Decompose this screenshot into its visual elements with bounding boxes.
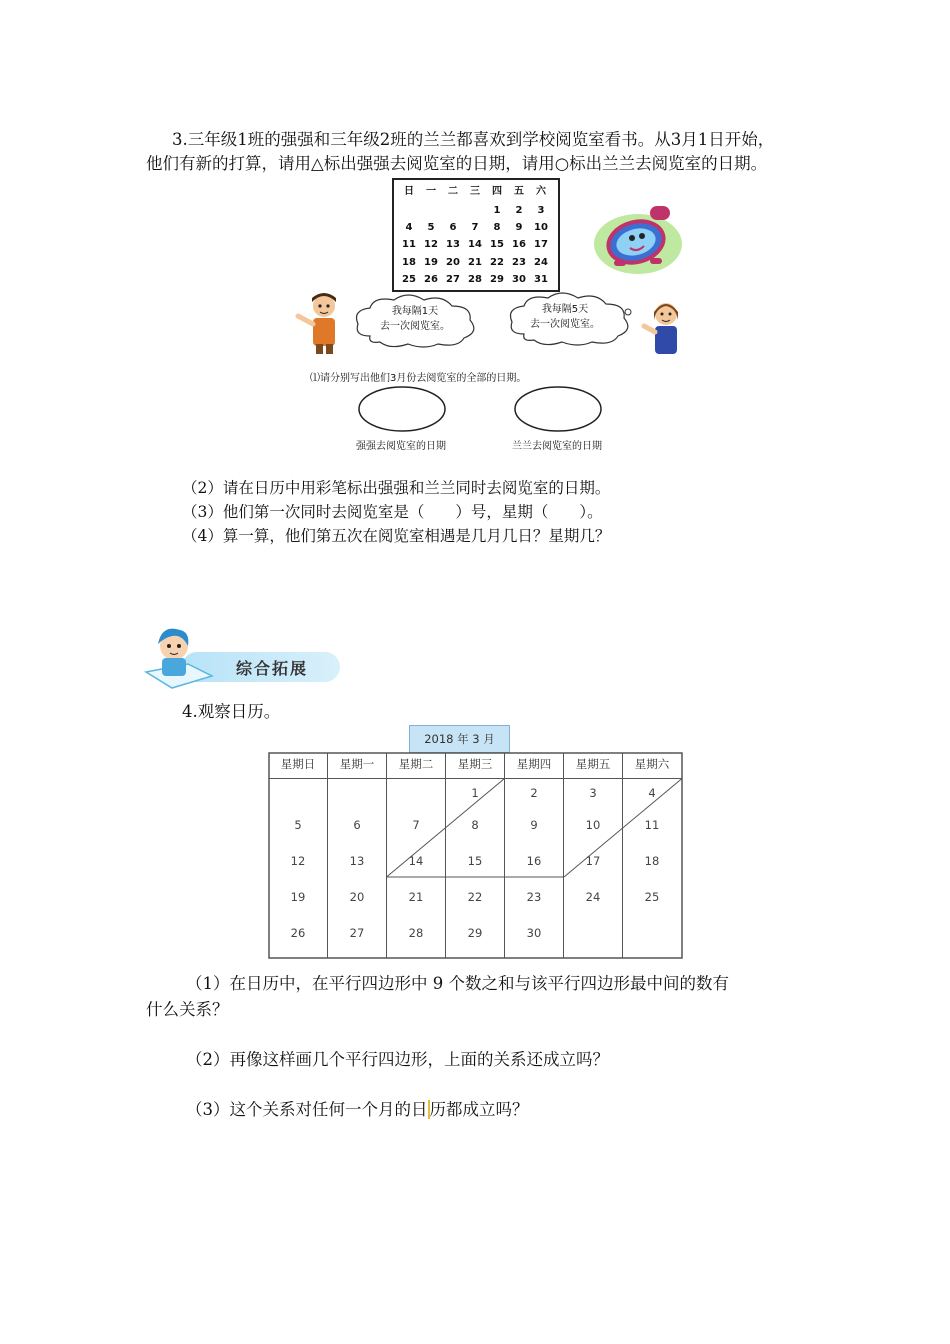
weekday-thu: 四 [492, 186, 502, 197]
calendar-date: 19 [290, 890, 306, 904]
q3-sub2: （2）请在日历中用彩笔标出强强和兰兰同时去阅览室的日期。 [182, 479, 611, 497]
q4-sub3-part-b: 历都成立吗？ [429, 1100, 529, 1119]
calendar-day-cell[interactable]: 5 [427, 222, 435, 234]
calendar-date: 27 [349, 926, 365, 940]
girl-bubble-line2: 去一次阅览室。 [530, 319, 600, 330]
calendar-day-cell[interactable]: 27 [446, 273, 460, 285]
calendar-day-cell[interactable]: 9 [515, 222, 523, 234]
calendar-date: 24 [585, 890, 601, 904]
girl-bubble-text [520, 302, 610, 332]
march-calendar-small [392, 178, 560, 292]
calendar-day-cell[interactable]: 3 [537, 205, 545, 216]
answer-ellipse-left[interactable] [356, 384, 448, 434]
calendar-day-cell[interactable]: 8 [493, 222, 501, 234]
calendar-day-cell[interactable]: 4 [405, 222, 413, 234]
calendar-day-cell[interactable]: 21 [468, 256, 482, 268]
weekday-wed: 三 [470, 186, 480, 197]
calendar-day-cell[interactable]: 1 [493, 205, 501, 216]
calendar-day-cell[interactable]: 11 [402, 239, 416, 251]
calendar-title-tab: 2018 年 3 月 [409, 725, 510, 753]
calendar-date: 8 [471, 818, 479, 832]
calendar-header-cell: 星期四 [516, 757, 552, 771]
calendar-day-cell[interactable] [420, 202, 442, 219]
q4-sub1-line1: （1）在日历中，在平行四边形中 9 个数之和与该平行四边形最中间的数有 [186, 974, 729, 993]
calendar-date: 28 [408, 926, 424, 940]
boy-bubble-text [370, 304, 460, 334]
calendar-header-cell: 星期五 [575, 757, 611, 771]
calendar-date: 30 [526, 926, 542, 940]
calendar-day-cell[interactable]: 7 [471, 222, 479, 234]
calendar-day-cell[interactable]: 18 [402, 256, 416, 268]
calendar-date: 5 [294, 818, 302, 832]
answer-ellipse-right[interactable] [512, 384, 604, 434]
ellipse-right-label: 兰兰去阅览室的日期 [512, 441, 602, 452]
boy-illustration [292, 290, 350, 354]
calendar-day-cell[interactable]: 19 [424, 256, 438, 268]
calendar-day-cell[interactable]: 6 [449, 222, 457, 234]
calendar-date: 14 [408, 854, 424, 868]
calendar-date: 10 [585, 818, 601, 832]
q3-sub3: （3）他们第一次同时去阅览室是（ ）号，星期（ ）。 [182, 503, 603, 521]
calendar-date: 29 [467, 926, 483, 940]
calendar-day-cell[interactable]: 26 [424, 273, 438, 285]
calendar-week-row [394, 202, 562, 219]
q4-sub1-line2: 什么关系？ [146, 1000, 229, 1019]
march-2018-calendar [268, 752, 683, 959]
calendar-day-cell[interactable] [442, 202, 464, 219]
weekday-sun: 日 [404, 186, 414, 197]
calendar-week-row [394, 219, 562, 236]
calendar-day-cell[interactable]: 25 [402, 273, 416, 285]
ellipse-left-label: 强强去阅览室的日期 [356, 441, 446, 452]
calendar-date: 17 [585, 854, 601, 868]
calendar-date: 6 [353, 818, 361, 832]
weekday-tue: 二 [448, 186, 458, 197]
calendar-date: 26 [290, 926, 306, 940]
alarm-clock-illustration [592, 196, 684, 278]
calendar-day-cell[interactable]: 20 [446, 256, 460, 268]
q4-title: 4.观察日历。 [182, 702, 281, 721]
calendar-day-cell[interactable]: 16 [512, 239, 526, 251]
calendar-date: 13 [349, 854, 365, 868]
calendar-day-cell[interactable]: 23 [512, 256, 526, 268]
calendar-date: 25 [644, 890, 660, 904]
calendar-date: 20 [349, 890, 365, 904]
calendar-header-cell: 星期二 [398, 757, 434, 771]
calendar-day-cell[interactable]: 14 [468, 239, 482, 251]
calendar-header-cell: 星期六 [634, 757, 670, 771]
q3-line1: 3.三年级1班的强强和三年级2班的兰兰都喜欢到学校阅览室看书。从3月1日开始， [172, 130, 775, 149]
calendar-day-cell[interactable]: 29 [490, 273, 504, 285]
calendar-date: 1 [471, 786, 479, 800]
q4-sub3 [186, 1098, 529, 1122]
calendar-date: 9 [530, 818, 538, 832]
calendar-date: 7 [412, 818, 420, 832]
calendar-header-cell: 星期三 [457, 757, 493, 771]
q3-sub1: ⑴请分别写出他们3月份去阅览室的全部的日期。 [310, 373, 527, 384]
weekday-mon: 一 [426, 186, 436, 197]
calendar-day-cell[interactable]: 2 [515, 205, 523, 216]
q3-line2: 他们有新的打算，请用△标出强强去阅览室的日期，请用○标出兰兰去阅览室的日期。 [146, 154, 768, 173]
calendar-day-cell[interactable]: 28 [468, 273, 482, 285]
weekday-sat: 六 [536, 186, 546, 197]
calendar-day-cell[interactable]: 24 [534, 256, 548, 268]
calendar-date: 22 [467, 890, 483, 904]
calendar-day-cell[interactable]: 10 [534, 222, 548, 234]
calendar-header-row [394, 183, 562, 200]
calendar-day-cell[interactable]: 15 [490, 239, 504, 251]
boy-bubble-line2: 去一次阅览室。 [380, 321, 450, 332]
calendar-date: 12 [290, 854, 306, 868]
calendar-date: 23 [526, 890, 542, 904]
calendar-week-row [394, 271, 562, 288]
calendar-day-cell[interactable]: 22 [490, 256, 504, 268]
calendar-date: 16 [526, 854, 542, 868]
girl-illustration [640, 298, 692, 356]
calendar-date: 21 [408, 890, 424, 904]
q3-sub4: （4）算一算，他们第五次在阅览室相遇是几月几日？星期几？ [182, 527, 611, 545]
calendar-date: 2 [530, 786, 538, 800]
calendar-day-cell[interactable]: 17 [534, 239, 548, 251]
calendar-day-cell[interactable]: 31 [534, 273, 548, 285]
calendar-header-cell: 星期日 [280, 757, 316, 771]
girl-bubble-line1: 我每隔5天 [541, 304, 589, 315]
weekday-fri: 五 [514, 186, 524, 197]
calendar-date: 11 [644, 818, 660, 832]
q4-sub2: （2）再像这样画几个平行四边形，上面的关系还成立吗？ [186, 1050, 609, 1069]
calendar-week-row [394, 254, 562, 271]
calendar-day-cell[interactable]: 12 [424, 239, 438, 251]
calendar-header-cell: 星期一 [339, 757, 375, 771]
section-title: 综合拓展 [236, 659, 309, 678]
calendar-date: 15 [467, 854, 483, 868]
boy-bubble-line1: 我每隔1天 [391, 306, 439, 317]
q4-sub3-part-a: （3）这个关系对任何一个月的日 [186, 1100, 428, 1119]
calendar-date: 18 [644, 854, 660, 868]
calendar-date: 4 [648, 786, 656, 800]
calendar-week-row [394, 236, 562, 253]
calendar-day-cell[interactable] [464, 202, 486, 219]
calendar-day-cell[interactable] [398, 202, 420, 219]
calendar-day-cell[interactable]: 30 [512, 273, 526, 285]
calendar-date: 3 [589, 786, 597, 800]
calendar-day-cell[interactable]: 13 [446, 239, 460, 251]
